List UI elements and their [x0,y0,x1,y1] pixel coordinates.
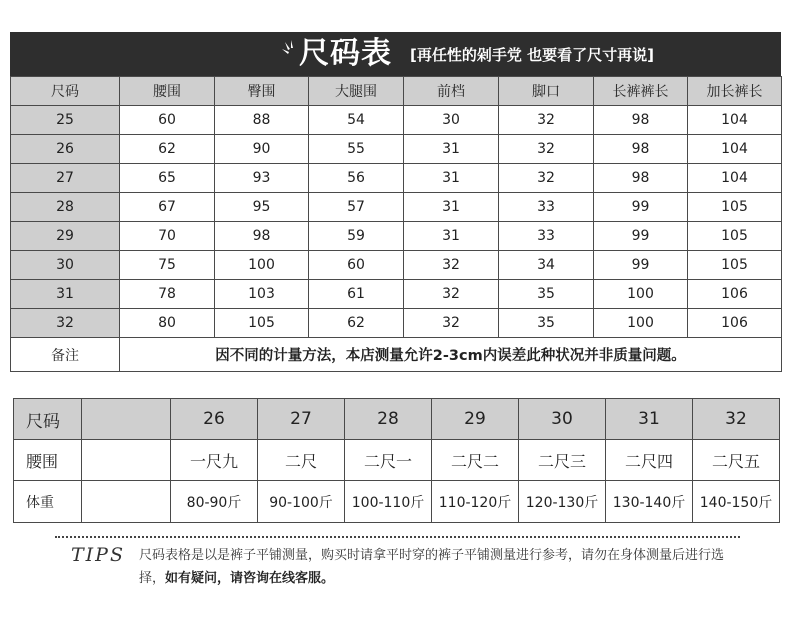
page-subtitle: [再任性的剁手党 也要看了尺寸再说] [410,46,654,64]
size-cell: 28 [11,193,120,222]
tips-text [139,544,739,590]
table-row [11,106,782,135]
table-header-row [11,77,782,106]
size-header: 28 [345,399,432,440]
size-cell: 26 [11,135,120,164]
table-cell: 32 [499,135,594,164]
size-cell: 29 [11,222,120,251]
table-cell: 32 [404,309,499,338]
waist-cell: 二尺三 [519,440,606,481]
size-header: 32 [693,399,780,440]
table-cell: 104 [688,164,782,193]
size-header: 31 [606,399,693,440]
table-cell: 70 [120,222,215,251]
weight-cell: 130-140斤 [606,481,693,523]
column-header: 尺码 [11,77,120,106]
row-label-size: 尺码 [14,399,82,440]
table-cell: 100 [594,309,688,338]
table-row [11,193,782,222]
table-cell: 32 [404,251,499,280]
table-cell: 67 [120,193,215,222]
table-cell: 95 [215,193,309,222]
table-row [11,309,782,338]
weight-cell: 110-120斤 [432,481,519,523]
table-cell: 98 [215,222,309,251]
table-cell: 54 [309,106,404,135]
table-cell: 88 [215,106,309,135]
table-cell: 31 [404,193,499,222]
size-header: 27 [258,399,345,440]
table-cell: 105 [688,222,782,251]
row-label-weight: 体重 [14,481,82,523]
table-cell: 32 [499,106,594,135]
tips-emphasis: 如有疑问，请咨询在线客服。 [165,571,335,586]
column-header: 臀围 [215,77,309,106]
waist-cell: 二尺五 [693,440,780,481]
tips-label: TIPS [71,544,125,566]
size-weight-table [13,398,780,523]
header-bar [10,32,781,76]
page-title: 尺码表 [299,36,392,71]
table-cell: 99 [594,251,688,280]
table-row [14,481,780,523]
table-cell: 33 [499,222,594,251]
empty-cell [82,440,171,481]
note-row [11,338,782,372]
table-row [11,164,782,193]
size-cell: 25 [11,106,120,135]
table-cell: 61 [309,280,404,309]
tips-divider [55,536,740,538]
column-header: 脚口 [499,77,594,106]
table-cell: 59 [309,222,404,251]
table-cell: 55 [309,135,404,164]
table-cell: 104 [688,106,782,135]
table-row [11,222,782,251]
weight-cell: 80-90斤 [171,481,258,523]
size-header: 30 [519,399,606,440]
size-cell: 32 [11,309,120,338]
empty-cell [82,481,171,523]
weight-cell: 100-110斤 [345,481,432,523]
table-cell: 35 [499,309,594,338]
table-cell: 31 [404,222,499,251]
empty-cell [82,399,171,440]
table-cell: 31 [404,164,499,193]
table-cell: 99 [594,193,688,222]
table-cell: 93 [215,164,309,193]
table-cell: 65 [120,164,215,193]
table-cell: 99 [594,222,688,251]
table-cell: 98 [594,164,688,193]
size-header: 26 [171,399,258,440]
table-row [11,135,782,164]
table-row [11,251,782,280]
table-cell: 106 [688,309,782,338]
table-cell: 56 [309,164,404,193]
table-cell: 32 [404,280,499,309]
table-cell: 103 [215,280,309,309]
column-header: 加长裤长 [688,77,782,106]
sparkle-icon [282,40,298,60]
table-cell: 33 [499,193,594,222]
table-cell: 105 [215,309,309,338]
table-cell: 31 [404,135,499,164]
table-cell: 30 [404,106,499,135]
table-header-row [14,399,780,440]
note-text: 因不同的计量方法，本店测量允许2-3cm内误差此种状况并非质量问题。 [120,338,782,372]
table-cell: 80 [120,309,215,338]
waist-cell: 二尺四 [606,440,693,481]
table-cell: 60 [309,251,404,280]
size-cell: 30 [11,251,120,280]
table-cell: 98 [594,135,688,164]
table-cell: 32 [499,164,594,193]
weight-cell: 120-130斤 [519,481,606,523]
tips-body: 尺码表格是以是裤子平铺测量，购买时请拿平时穿的裤子平铺测量进行参考，请勿在身体测量后进行选择， [139,548,725,586]
table-row [11,280,782,309]
column-header: 大腿围 [309,77,404,106]
table-cell: 90 [215,135,309,164]
column-header: 长裤裤长 [594,77,688,106]
table-cell: 104 [688,135,782,164]
size-header: 29 [432,399,519,440]
size-cell: 27 [11,164,120,193]
table-cell: 34 [499,251,594,280]
table-cell: 60 [120,106,215,135]
column-header: 腰围 [120,77,215,106]
table-cell: 75 [120,251,215,280]
waist-cell: 二尺一 [345,440,432,481]
waist-cell: 二尺 [258,440,345,481]
table-cell: 106 [688,280,782,309]
table-cell: 35 [499,280,594,309]
table-cell: 98 [594,106,688,135]
size-measurement-table [10,76,782,372]
table-cell: 105 [688,193,782,222]
table-cell: 62 [120,135,215,164]
table-cell: 57 [309,193,404,222]
table-cell: 100 [215,251,309,280]
weight-cell: 140-150斤 [693,481,780,523]
column-header: 前档 [404,77,499,106]
table-cell: 62 [309,309,404,338]
note-label: 备注 [11,338,120,372]
size-cell: 31 [11,280,120,309]
table-cell: 105 [688,251,782,280]
table-cell: 100 [594,280,688,309]
row-label-waist: 腰围 [14,440,82,481]
waist-cell: 一尺九 [171,440,258,481]
table-row [14,440,780,481]
table-cell: 78 [120,280,215,309]
weight-cell: 90-100斤 [258,481,345,523]
waist-cell: 二尺二 [432,440,519,481]
